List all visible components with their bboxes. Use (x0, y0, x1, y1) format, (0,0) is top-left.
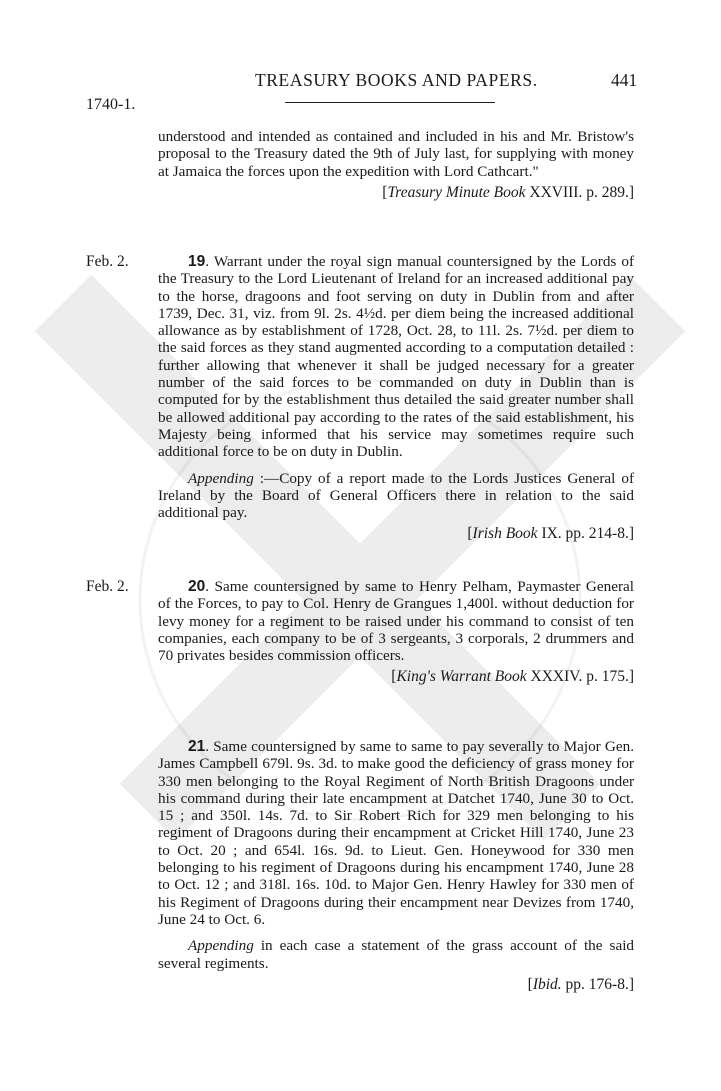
citation-source: Treasury Minute Book (387, 183, 526, 201)
year-label: 1740-1. (86, 96, 136, 113)
citation-open: [ (527, 975, 533, 993)
entry-20 (158, 578, 634, 686)
citation-open: [ (467, 525, 473, 543)
entry-21 (158, 738, 634, 993)
citation-ref: pp. 176-8.] (565, 975, 634, 993)
entry-citation (158, 525, 634, 542)
entry-date: Feb. 2. (86, 253, 129, 270)
appending-label: Appending (188, 469, 254, 487)
entry-text: Same countersigned by same to same to pay severally to Major Gen. James Campbell 679l. 9s. 3d. to make good the deficiency of grass money for 330 men belonging to the Royal Regiment of North British Dragoons under his command during their late encampment at Datchet 1740, June 30 to Oct. 15 ; and 350l. 14s. 7d. to Sir Robert Rich for 329 men belonging to his regiment of Dragoons during their encampment at Cricket Hill 1740, June 23 to Oct. 20 ; and 654l. 16s. 9d. to Lieut. Gen. Honeywood for 330 men belonging to his regiment of Dragoons during his encampment 1740, June 28 to Oct. 12 ; and 318l. 16s. 10d. to Major Gen. Henry Hawley for 330 men of his Regiment of Dragoons during their encampment near Devizes from 1740, June 24 to Oct. 6. (158, 738, 635, 928)
entry-citation (158, 668, 634, 685)
appending-text: :—Copy of a report made to the Lords Justices General of Ireland by the Board of General Officers there in relation to the said additional pay. (158, 469, 635, 522)
entry-19 (158, 253, 634, 543)
entry-number: 21 (188, 738, 206, 755)
citation-open: [ (382, 183, 388, 201)
entry-date: Feb. 2. (86, 578, 129, 595)
citation-ref: XXVIII. p. 289.] (529, 183, 634, 201)
appending-label: Appending (188, 937, 254, 955)
citation-ref: XXXIV. p. 175.] (530, 668, 634, 686)
header-rule (285, 102, 495, 103)
entry-number: 19 (188, 253, 206, 270)
intro-citation (158, 184, 634, 201)
entry-paragraph: 20. Same countersigned by same to Henry Pelham, Paymaster General of the Forces, to pay to Col. Henry de Grangues 1,400l. without deduction for levy money for a regiment to be raised under his command to consist of ten companies, each company to be of 3 sergeants, 3 corporals, 2 drummers and 70 privates besides commission officers. (158, 578, 634, 665)
intro-text: understood and intended as contained and included in his and Mr. Bristow's proposal to the Treasury dated the 9th of July last, for supplying with money at Jamaica the forces upon the expedition with Lord Cathcart." (158, 128, 634, 180)
entry-paragraph: 19. Warrant under the royal sign manual countersigned by the Lords of the Treasury to the Lord Lieutenant of Ireland for an increased additional pay to the horse, dragoons and foot serving on duty in Dublin from and after 1739, Dec. 31, viz. from 9l. 2s. 4½d. per diem being the increased additional allowance as by establishment of 1728, Oct. 28, to 11l. 2s. 7½d. per diem to the said forces as they stand augmented according to a computation detailed : further allowing that whenever it shall be judged necessary for a greater number of the said forces to be commanded on duty in Dublin than is computed for by the establishment thus detailed the said greater number shall be allowed additional pay according to the rates of the said establishment, his Majesty being informed that his service may sometimes require such additional force to be on duty in Dublin. (158, 253, 635, 461)
intro-paragraph (158, 128, 634, 201)
entry-text: Warrant under the royal sign manual countersigned by the Lords of the Treasury to the Lord Lieutenant of Ireland for an increased additional pay to the horse, dragoons and foot serving on duty in Dublin from and after 1739, Dec. 31, viz. from 9l. 2s. 4½d. per diem being the increased additional allowance as by establishment of 1728, Oct. 28, to 11l. 2s. 7½d. per diem to the said forces as they stand augmented according to a computation detailed : further allowing that whenever it shall be judged necessary for a greater number of the said forces to be commanded on duty in Dublin than is computed for by the establishment thus detailed the said greater number shall be allowed additional pay according to the rates of the said establishment, his Majesty being informed that his service may sometimes require such additional force to be on duty in Dublin. (158, 253, 635, 461)
citation-source: Ibid. (532, 975, 562, 993)
entry-text: Same countersigned by same to Henry Pelham, Paymaster General of the Forces, to pay to Col. Henry de Grangues 1,400l. without deduction for levy money for a regiment to be raised under his command to consist of ten companies, each company to be of 3 sergeants, 3 corporals, 2 drummers and 70 privates besides commission officers. (158, 578, 634, 665)
appending-text: in each case a statement of the grass account of the said several regiments. (158, 937, 635, 972)
entry-paragraph: 21. Same countersigned by same to same to pay severally to Major Gen. James Campbell 679l. 9s. 3d. to make good the deficiency of grass money for 330 men belonging to the Royal Regiment of North British Dragoons under his command during their late encampment at Datchet 1740, June 30 to Oct. 15 ; and 350l. 14s. 7d. to Sir Robert Rich for 329 men belonging to his regiment of Dragoons during their encampment at Cricket Hill 1740, June 23 to Oct. 20 ; and 654l. 16s. 9d. to Lieut. Gen. Honeywood for 330 men belonging to his regiment of Dragoons during his encampment 1740, June 28 to Oct. 12 ; and 318l. 16s. 10d. to Major Gen. Henry Hawley for 330 men of his Regiment of Dragoons during their encampment near Devizes from 1740, June 24 to Oct. 6. (158, 738, 635, 928)
page-number: 441 (611, 70, 638, 90)
appending-paragraph (158, 470, 634, 522)
citation-ref: IX. pp. 214-8.] (541, 525, 634, 543)
appending-paragraph (158, 937, 634, 972)
citation-source: King's Warrant Book (396, 668, 527, 686)
citation-open: [ (391, 668, 397, 686)
citation-source: Irish Book (472, 525, 538, 543)
entry-citation (158, 976, 634, 993)
entry-number: 20 (188, 578, 206, 595)
running-title: TREASURY BOOKS AND PAPERS. (255, 70, 538, 90)
